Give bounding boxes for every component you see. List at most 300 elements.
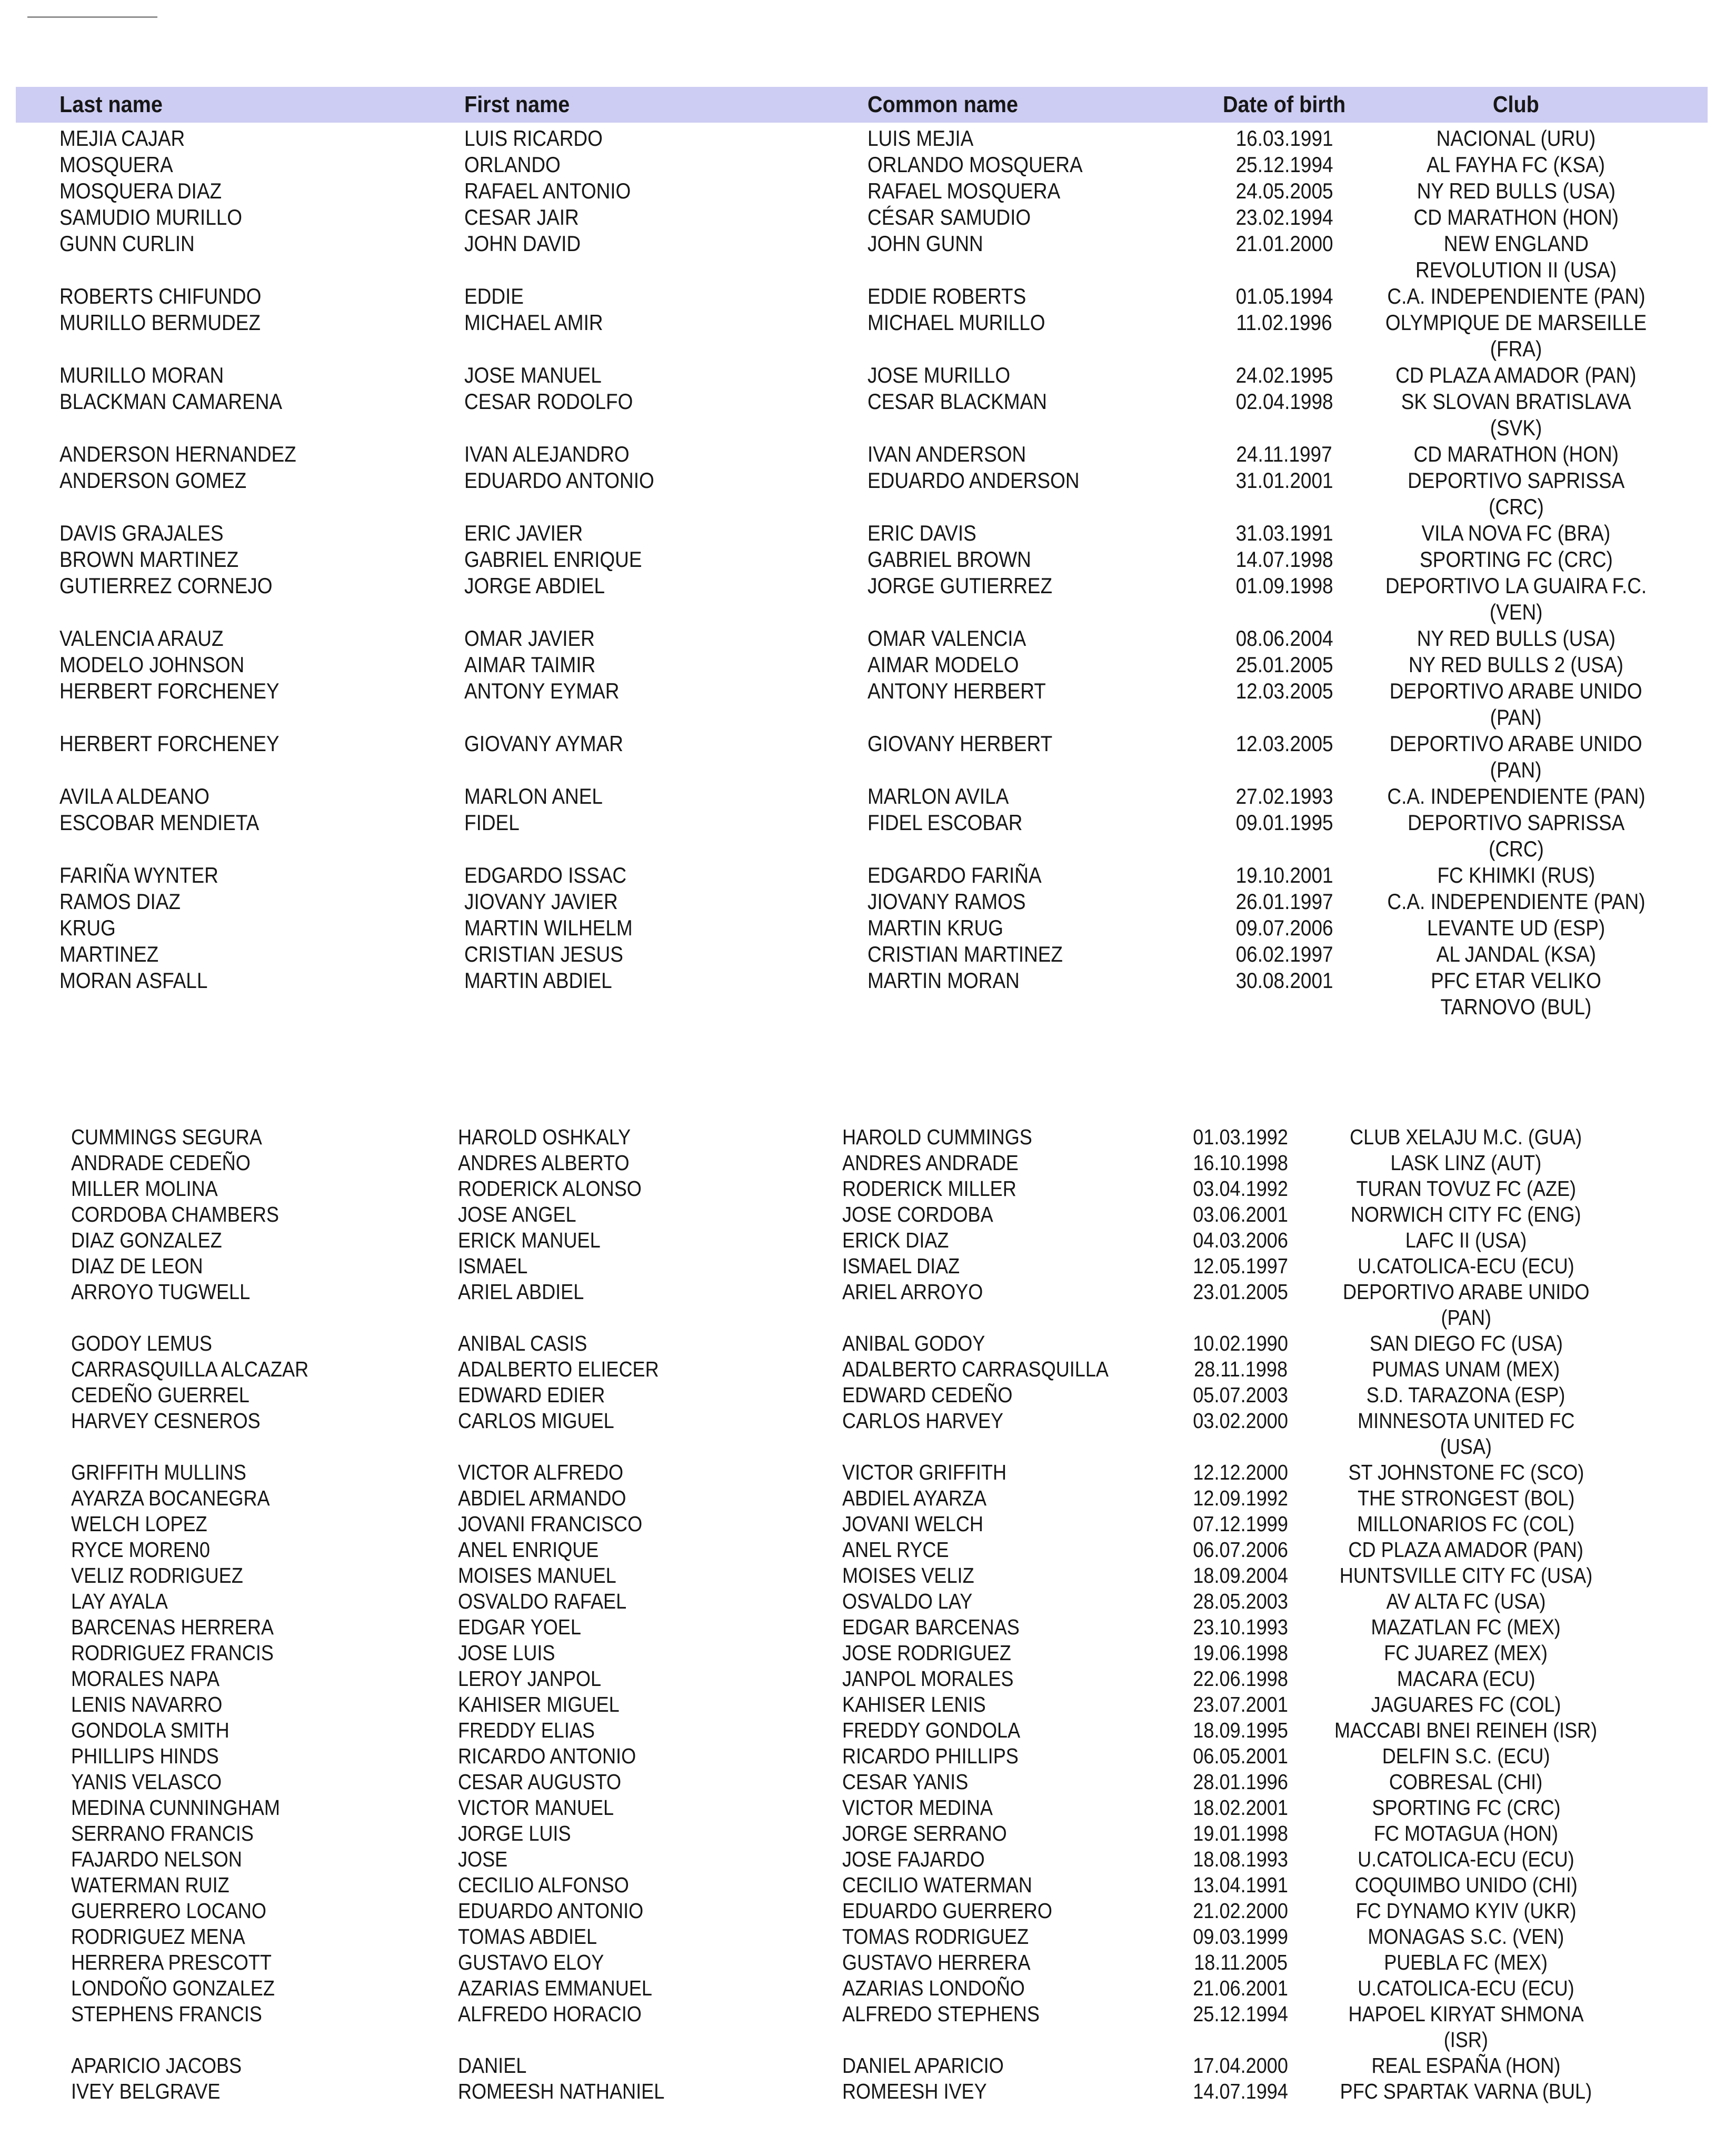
table-row <box>0 1718 1725 1743</box>
date-of-birth-cell: 05.07.2003 <box>1193 1383 1289 1407</box>
club-cell: NY RED BULLS (USA) <box>1417 626 1616 651</box>
date-of-birth-cell: 22.06.1998 <box>1193 1666 1289 1691</box>
last-name-cell: BROWN MARTINEZ <box>59 547 239 572</box>
club-cell: HUNTSVILLE CITY FC (USA) <box>1339 1563 1593 1588</box>
club-wrap-row <box>0 2027 1725 2053</box>
club-cell: VILA NOVA FC (BRA) <box>1421 521 1611 545</box>
last-name-cell: ESCOBAR MENDIETA <box>59 810 260 835</box>
table-row <box>0 810 1725 836</box>
table-row <box>0 783 1725 810</box>
common-name-cell: MARTIN MORAN <box>868 968 1020 993</box>
date-of-birth-cell: 01.03.1992 <box>1193 1125 1289 1149</box>
table-row <box>0 1563 1725 1589</box>
squad-list-lower <box>0 1124 1725 2104</box>
date-of-birth-cell: 31.01.2001 <box>1235 468 1333 493</box>
club-wrap-row <box>0 704 1725 731</box>
first-name-cell: ORLANDO <box>464 152 561 177</box>
last-name-cell: BLACKMAN CAMARENA <box>59 389 283 414</box>
club-cell-continued: (PAN) <box>1441 1305 1491 1330</box>
last-name-cell: GODOY LEMUS <box>71 1331 213 1355</box>
common-name-cell: ROMEESH IVEY <box>842 2079 987 2103</box>
table-row <box>0 1769 1725 1795</box>
date-of-birth-cell: 23.10.1993 <box>1193 1615 1289 1639</box>
club-cell: SAN DIEGO FC (USA) <box>1369 1331 1563 1355</box>
common-name-cell: JOSE FAJARDO <box>842 1847 985 1871</box>
table-row <box>0 1227 1725 1253</box>
last-name-cell: WATERMAN RUIZ <box>71 1873 230 1897</box>
club-cell: DEPORTIVO ARABE UNIDO <box>1390 678 1642 703</box>
club-cell-continued: (SVK) <box>1490 415 1542 440</box>
common-name-cell: ANEL RYCE <box>842 1538 949 1562</box>
table-row <box>0 1150 1725 1176</box>
first-name-cell: ERIC JAVIER <box>464 521 583 545</box>
common-name-cell: OSVALDO LAY <box>842 1589 973 1613</box>
last-name-cell: DIAZ DE LEON <box>71 1254 203 1278</box>
common-name-cell: ARIEL ARROYO <box>842 1280 983 1304</box>
table-row <box>0 1460 1725 1485</box>
club-wrap-row <box>0 599 1725 625</box>
club-cell: REAL ESPAÑA (HON) <box>1371 2053 1561 2078</box>
first-name-cell: LEROY JANPOL <box>458 1666 602 1691</box>
table-row <box>0 1408 1725 1434</box>
common-name-cell: CESAR BLACKMAN <box>868 389 1047 414</box>
date-of-birth-cell: 01.05.1994 <box>1235 284 1333 308</box>
last-name-cell: ARROYO TUGWELL <box>71 1280 251 1304</box>
first-name-cell: TOMAS ABDIEL <box>458 1924 597 1949</box>
date-of-birth-cell: 01.09.1998 <box>1235 573 1333 598</box>
date-of-birth-cell: 09.07.2006 <box>1235 915 1333 940</box>
first-name-cell: FREDDY ELIAS <box>458 1718 595 1742</box>
club-cell: DEPORTIVO ARABE UNIDO <box>1342 1280 1590 1304</box>
common-name-cell: EDWARD CEDEÑO <box>842 1383 1013 1407</box>
date-of-birth-cell: 16.10.1998 <box>1193 1151 1289 1175</box>
table-row <box>0 152 1725 178</box>
table-row <box>0 1821 1725 1846</box>
club-cell: AV ALTA FC (USA) <box>1386 1589 1546 1613</box>
table-row <box>0 915 1725 941</box>
first-name-cell: GIOVANY AYMAR <box>464 731 623 756</box>
club-cell: TURAN TOVUZ FC (AZE) <box>1356 1176 1576 1201</box>
common-name-cell: VICTOR MEDINA <box>842 1795 993 1820</box>
first-name-cell: MARTIN WILHELM <box>464 915 633 940</box>
club-cell: CD MARATHON (HON) <box>1413 442 1619 466</box>
common-name-cell: JORGE SERRANO <box>842 1821 1007 1845</box>
club-wrap-row <box>0 1305 1725 1331</box>
club-cell: NY RED BULLS 2 (USA) <box>1408 652 1624 677</box>
club-cell-continued: (PAN) <box>1490 705 1542 730</box>
first-name-cell: AIMAR TAIMIR <box>464 652 596 677</box>
club-cell-continued: TARNOVO (BUL) <box>1440 994 1592 1019</box>
date-of-birth-cell: 07.12.1999 <box>1193 1512 1289 1536</box>
date-of-birth-cell: 28.11.1998 <box>1194 1357 1288 1381</box>
club-cell: FC JUAREZ (MEX) <box>1384 1641 1548 1665</box>
common-name-cell: GUSTAVO HERRERA <box>842 1950 1031 1974</box>
date-of-birth-cell: 25.12.1994 <box>1193 2002 1289 2026</box>
first-name-cell: MARTIN ABDIEL <box>464 968 612 993</box>
table-row <box>0 2001 1725 2027</box>
first-name-cell: CESAR RODOLFO <box>464 389 633 414</box>
table-row <box>0 1279 1725 1305</box>
common-name-cell: MARTIN KRUG <box>868 915 1004 940</box>
date-of-birth-cell: 18.11.2005 <box>1194 1950 1288 1974</box>
squad-list-upper <box>0 125 1725 1020</box>
club-cell: S.D. TARAZONA (ESP) <box>1367 1383 1566 1407</box>
date-of-birth-cell: 18.08.1993 <box>1193 1847 1289 1871</box>
last-name-cell: MARTINEZ <box>59 942 159 966</box>
last-name-cell: RODRIGUEZ FRANCIS <box>71 1641 274 1665</box>
last-name-cell: HERBERT FORCHENEY <box>59 678 280 703</box>
last-name-cell: HERBERT FORCHENEY <box>59 731 280 756</box>
first-name-cell: OMAR JAVIER <box>464 626 595 651</box>
first-name-cell: GABRIEL ENRIQUE <box>464 547 642 572</box>
common-name-cell: JOSE CORDOBA <box>842 1202 993 1226</box>
common-name-cell: JORGE GUTIERREZ <box>868 573 1053 598</box>
table-row <box>0 1124 1725 1150</box>
first-name-cell: MARLON ANEL <box>464 784 603 808</box>
first-name-cell: DANIEL <box>458 2053 527 2078</box>
last-name-cell: GRIFFITH MULLINS <box>71 1460 246 1484</box>
common-name-cell: EDGARDO FARIÑA <box>868 863 1042 887</box>
first-name-cell: JOSE MANUEL <box>464 363 602 387</box>
first-name-cell: EDGAR YOEL <box>458 1615 581 1639</box>
last-name-cell: GONDOLA SMITH <box>71 1718 230 1742</box>
table-row <box>0 310 1725 336</box>
date-of-birth-cell: 03.02.2000 <box>1193 1409 1289 1433</box>
common-name-cell: RODERICK MILLER <box>842 1176 1016 1201</box>
table-row <box>0 1614 1725 1640</box>
club-cell: PFC ETAR VELIKO <box>1431 968 1601 993</box>
club-cell: COBRESAL (CHI) <box>1389 1770 1543 1794</box>
table-row <box>0 1382 1725 1408</box>
date-of-birth-cell: 16.03.1991 <box>1235 126 1333 151</box>
first-name-cell: EDGARDO ISSAC <box>464 863 627 887</box>
date-of-birth-cell: 21.02.2000 <box>1193 1899 1289 1923</box>
club-cell-continued: REVOLUTION II (USA) <box>1415 257 1617 282</box>
date-of-birth-cell: 12.12.2000 <box>1193 1460 1289 1484</box>
common-name-cell: FIDEL ESCOBAR <box>868 810 1023 835</box>
club-wrap-row <box>0 994 1725 1020</box>
date-of-birth-cell: 24.11.1997 <box>1236 442 1333 466</box>
common-name-cell: EDDIE ROBERTS <box>868 284 1026 308</box>
header-club: Club <box>1492 92 1539 117</box>
table-row <box>0 1589 1725 1614</box>
club-cell: JAGUARES FC (COL) <box>1371 1692 1561 1716</box>
table-row <box>0 1846 1725 1872</box>
common-name-cell: CARLOS HARVEY <box>842 1409 1004 1433</box>
last-name-cell: RAMOS DIAZ <box>59 889 181 914</box>
club-cell-continued: (FRA) <box>1490 336 1542 361</box>
date-of-birth-cell: 08.06.2004 <box>1235 626 1333 651</box>
first-name-cell: JOVANI FRANCISCO <box>458 1512 643 1536</box>
date-of-birth-cell: 21.01.2000 <box>1235 231 1333 256</box>
date-of-birth-cell: 10.02.1990 <box>1193 1331 1289 1355</box>
last-name-cell: CORDOBA CHAMBERS <box>71 1202 279 1226</box>
first-name-cell: EDWARD EDIER <box>458 1383 605 1407</box>
table-row <box>0 678 1725 704</box>
table-row <box>0 731 1725 757</box>
common-name-cell: CÉSAR SAMUDIO <box>868 205 1031 229</box>
last-name-cell: MODELO JOHNSON <box>59 652 245 677</box>
first-name-cell: MICHAEL AMIR <box>464 310 603 335</box>
club-cell: NEW ENGLAND <box>1443 231 1589 256</box>
date-of-birth-cell: 17.04.2000 <box>1193 2053 1289 2078</box>
date-of-birth-cell: 12.09.1992 <box>1193 1486 1289 1510</box>
table-row <box>0 1872 1725 1898</box>
club-cell: MILLONARIOS FC (COL) <box>1357 1512 1575 1536</box>
club-cell: FC DYNAMO KYIV (UKR) <box>1355 1899 1577 1923</box>
common-name-cell: IVAN ANDERSON <box>868 442 1026 466</box>
table-row <box>0 204 1725 231</box>
table-row <box>0 1253 1725 1279</box>
club-cell: FC KHIMKI (RUS) <box>1437 863 1595 887</box>
first-name-cell: ERICK MANUEL <box>458 1228 601 1252</box>
first-name-cell: AZARIAS EMMANUEL <box>458 1976 652 2000</box>
first-name-cell: OSVALDO RAFAEL <box>458 1589 627 1613</box>
table-row <box>0 1924 1725 1950</box>
top-rule <box>27 16 157 18</box>
first-name-cell: CRISTIAN JESUS <box>464 942 623 966</box>
date-of-birth-cell: 18.09.1995 <box>1193 1718 1289 1742</box>
club-wrap-row <box>0 415 1725 441</box>
club-cell-continued: (VEN) <box>1489 600 1543 624</box>
last-name-cell: VALENCIA ARAUZ <box>59 626 224 651</box>
table-row <box>0 1485 1725 1511</box>
first-name-cell: JORGE LUIS <box>458 1821 571 1845</box>
club-cell: DEPORTIVO ARABE UNIDO <box>1390 731 1642 756</box>
club-cell: NACIONAL (URU) <box>1436 126 1596 151</box>
first-name-cell: CARLOS MIGUEL <box>458 1409 614 1433</box>
table-row <box>0 467 1725 494</box>
date-of-birth-cell: 23.02.1994 <box>1235 205 1333 229</box>
common-name-cell: GABRIEL BROWN <box>868 547 1031 572</box>
club-cell: THE STRONGEST (BOL) <box>1357 1486 1575 1510</box>
club-cell: LEVANTE UD (ESP) <box>1427 915 1606 940</box>
club-cell: C.A. INDEPENDIENTE (PAN) <box>1387 889 1646 914</box>
last-name-cell: CARRASQUILLA ALCAZAR <box>71 1357 309 1381</box>
date-of-birth-cell: 24.05.2005 <box>1235 178 1333 203</box>
common-name-cell: ORLANDO MOSQUERA <box>868 152 1083 177</box>
date-of-birth-cell: 12.05.1997 <box>1193 1254 1289 1278</box>
club-cell: SPORTING FC (CRC) <box>1371 1795 1561 1820</box>
last-name-cell: LONDOÑO GONZALEZ <box>71 1976 275 2000</box>
common-name-cell: JOSE RODRIGUEZ <box>842 1641 1011 1665</box>
date-of-birth-cell: 28.01.1996 <box>1193 1770 1289 1794</box>
last-name-cell: AYARZA BOCANEGRA <box>71 1486 270 1510</box>
club-cell: FC MOTAGUA (HON) <box>1373 1821 1559 1845</box>
first-name-cell: JIOVANY JAVIER <box>464 889 618 914</box>
last-name-cell: CEDEÑO GUERREL <box>71 1383 250 1407</box>
club-wrap-row <box>0 757 1725 783</box>
date-of-birth-cell: 19.01.1998 <box>1193 1821 1289 1845</box>
club-wrap-row <box>0 257 1725 283</box>
first-name-cell: ALFREDO HORACIO <box>458 2002 642 2026</box>
table-row <box>0 388 1725 415</box>
common-name-cell: RICARDO PHILLIPS <box>842 1744 1019 1768</box>
first-name-cell: CECILIO ALFONSO <box>458 1873 629 1897</box>
last-name-cell: CUMMINGS SEGURA <box>71 1125 262 1149</box>
club-cell: PFC SPARTAK VARNA (BUL) <box>1340 2079 1592 2103</box>
first-name-cell: EDUARDO ANTONIO <box>464 468 654 493</box>
date-of-birth-cell: 25.01.2005 <box>1235 652 1333 677</box>
table-row <box>0 1666 1725 1692</box>
date-of-birth-cell: 09.03.1999 <box>1193 1924 1289 1949</box>
table-row <box>0 520 1725 546</box>
date-of-birth-cell: 02.04.1998 <box>1235 389 1333 414</box>
club-cell: PUEBLA FC (MEX) <box>1384 1950 1548 1974</box>
club-cell: HAPOEL KIRYAT SHMONA <box>1348 2002 1584 2026</box>
common-name-cell: GIOVANY HERBERT <box>868 731 1053 756</box>
club-cell: DEPORTIVO SAPRISSA <box>1407 468 1625 493</box>
last-name-cell: MEJIA CAJAR <box>59 126 185 151</box>
last-name-cell: DIAZ GONZALEZ <box>71 1228 222 1252</box>
common-name-cell: ANDRES ANDRADE <box>842 1151 1019 1175</box>
last-name-cell: VELIZ RODRIGUEZ <box>71 1563 243 1588</box>
first-name-cell: JOSE LUIS <box>458 1641 555 1665</box>
common-name-cell: LUIS MEJIA <box>868 126 974 151</box>
first-name-cell: ANEL ENRIQUE <box>458 1538 599 1562</box>
date-of-birth-cell: 31.03.1991 <box>1235 521 1333 545</box>
first-name-cell: VICTOR MANUEL <box>458 1795 614 1820</box>
first-name-cell: LUIS RICARDO <box>464 126 603 151</box>
table-row <box>0 2053 1725 2079</box>
first-name-cell: JOSE <box>458 1847 508 1871</box>
club-cell: SK SLOVAN BRATISLAVA <box>1401 389 1631 414</box>
date-of-birth-cell: 23.01.2005 <box>1193 1280 1289 1304</box>
common-name-cell: CESAR YANIS <box>842 1770 969 1794</box>
date-of-birth-cell: 06.05.2001 <box>1193 1744 1289 1768</box>
last-name-cell: MOSQUERA <box>59 152 173 177</box>
first-name-cell: ANTONY EYMAR <box>464 678 620 703</box>
club-cell-continued: (CRC) <box>1488 494 1544 519</box>
last-name-cell: PHILLIPS HINDS <box>71 1744 219 1768</box>
table-row <box>0 941 1725 967</box>
common-name-cell: EDUARDO ANDERSON <box>868 468 1080 493</box>
club-wrap-row <box>0 1434 1725 1460</box>
last-name-cell: MEDINA CUNNINGHAM <box>71 1795 280 1820</box>
last-name-cell: MURILLO MORAN <box>59 363 224 387</box>
common-name-cell: HAROLD CUMMINGS <box>842 1125 1032 1149</box>
common-name-cell: EDGAR BARCENAS <box>842 1615 1020 1639</box>
date-of-birth-cell: 19.06.1998 <box>1193 1641 1289 1665</box>
club-wrap-row <box>0 494 1725 520</box>
club-cell: NY RED BULLS (USA) <box>1417 178 1616 203</box>
first-name-cell: JORGE ABDIEL <box>464 573 605 598</box>
first-name-cell: ANDRES ALBERTO <box>458 1151 630 1175</box>
club-cell: COQUIMBO UNIDO (CHI) <box>1354 1873 1578 1897</box>
common-name-cell: RAFAEL MOSQUERA <box>868 178 1061 203</box>
common-name-cell: EDUARDO GUERRERO <box>842 1899 1052 1923</box>
date-of-birth-cell: 14.07.1998 <box>1235 547 1333 572</box>
first-name-cell: FIDEL <box>464 810 520 835</box>
common-name-cell: JANPOL MORALES <box>842 1666 1014 1691</box>
common-name-cell: ISMAEL DIAZ <box>842 1254 960 1278</box>
common-name-cell: CRISTIAN MARTINEZ <box>868 942 1063 966</box>
club-cell: DELFIN S.C. (ECU) <box>1382 1744 1550 1768</box>
table-row <box>0 1640 1725 1666</box>
header-first-name: First name <box>464 92 570 117</box>
first-name-cell: JOSE ANGEL <box>458 1202 576 1226</box>
club-cell: MACCABI BNEI REINEH (ISR) <box>1334 1718 1598 1742</box>
date-of-birth-cell: 03.06.2001 <box>1193 1202 1289 1226</box>
date-of-birth-cell: 18.02.2001 <box>1193 1795 1289 1820</box>
first-name-cell: HAROLD OSHKALY <box>458 1125 631 1149</box>
club-cell: CLUB XELAJU M.C. (GUA) <box>1350 1125 1582 1149</box>
last-name-cell: MORAN ASFALL <box>59 968 208 993</box>
table-row <box>0 862 1725 889</box>
date-of-birth-cell: 27.02.1993 <box>1235 784 1333 808</box>
date-of-birth-cell: 12.03.2005 <box>1235 678 1333 703</box>
last-name-cell: FARIÑA WYNTER <box>59 863 218 887</box>
last-name-cell: RODRIGUEZ MENA <box>71 1924 245 1949</box>
table-row <box>0 1511 1725 1537</box>
club-cell: MONAGAS S.C. (VEN) <box>1368 1924 1564 1949</box>
table-row <box>0 1898 1725 1924</box>
table-row <box>0 1795 1725 1821</box>
last-name-cell: HARVEY CESNEROS <box>71 1409 261 1433</box>
table-row <box>0 231 1725 257</box>
date-of-birth-cell: 30.08.2001 <box>1235 968 1333 993</box>
last-name-cell: WELCH LOPEZ <box>71 1512 207 1536</box>
date-of-birth-cell: 13.04.1991 <box>1193 1873 1289 1897</box>
common-name-cell: OMAR VALENCIA <box>868 626 1026 651</box>
last-name-cell: AVILA ALDEANO <box>59 784 210 808</box>
last-name-cell: GUTIERREZ CORNEJO <box>59 573 273 598</box>
table-row <box>0 1176 1725 1202</box>
last-name-cell: DAVIS GRAJALES <box>59 521 224 545</box>
club-cell: LAFC II (USA) <box>1405 1228 1527 1252</box>
header-date-of-birth: Date of birth <box>1223 92 1346 117</box>
first-name-cell: EDDIE <box>464 284 524 308</box>
date-of-birth-cell: 21.06.2001 <box>1193 1976 1289 2000</box>
table-row <box>0 441 1725 467</box>
date-of-birth-cell: 06.02.1997 <box>1235 942 1333 966</box>
last-name-cell: LENIS NAVARRO <box>71 1692 223 1716</box>
common-name-cell: JOSE MURILLO <box>868 363 1011 387</box>
last-name-cell: ANDRADE CEDEÑO <box>71 1151 251 1175</box>
first-name-cell: JOHN DAVID <box>464 231 581 256</box>
common-name-cell: AZARIAS LONDOÑO <box>842 1976 1025 2000</box>
date-of-birth-cell: 25.12.1994 <box>1235 152 1333 177</box>
first-name-cell: GUSTAVO ELOY <box>458 1950 604 1974</box>
club-cell: DEPORTIVO SAPRISSA <box>1407 810 1625 835</box>
club-cell: LASK LINZ (AUT) <box>1390 1151 1542 1175</box>
first-name-cell: EDUARDO ANTONIO <box>458 1899 644 1923</box>
last-name-cell: STEPHENS FRANCIS <box>71 2002 262 2026</box>
club-cell: MACARA (ECU) <box>1397 1666 1535 1691</box>
last-name-cell: ANDERSON HERNANDEZ <box>59 442 296 466</box>
last-name-cell: APARICIO JACOBS <box>71 2053 242 2078</box>
club-cell: CD PLAZA AMADOR (PAN) <box>1395 363 1637 387</box>
common-name-cell: MOISES VELIZ <box>842 1563 974 1588</box>
club-cell-continued: (CRC) <box>1488 836 1544 861</box>
table-row <box>0 546 1725 573</box>
table-row <box>0 1202 1725 1227</box>
club-cell-continued: (ISR) <box>1443 2028 1489 2052</box>
club-cell: MINNESOTA UNITED FC <box>1357 1409 1575 1433</box>
last-name-cell: RYCE MOREN0 <box>71 1538 210 1562</box>
table-row <box>0 625 1725 652</box>
first-name-cell: ARIEL ABDIEL <box>458 1280 584 1304</box>
table-row <box>0 2079 1725 2104</box>
club-wrap-row <box>0 836 1725 862</box>
common-name-cell: CECILIO WATERMAN <box>842 1873 1032 1897</box>
date-of-birth-cell: 11.02.1996 <box>1236 310 1333 335</box>
last-name-cell: MURILLO BERMUDEZ <box>59 310 261 335</box>
common-name-cell: MICHAEL MURILLO <box>868 310 1045 335</box>
common-name-cell: ERICK DIAZ <box>842 1228 949 1252</box>
first-name-cell: CESAR JAIR <box>464 205 579 229</box>
last-name-cell: SERRANO FRANCIS <box>71 1821 254 1845</box>
